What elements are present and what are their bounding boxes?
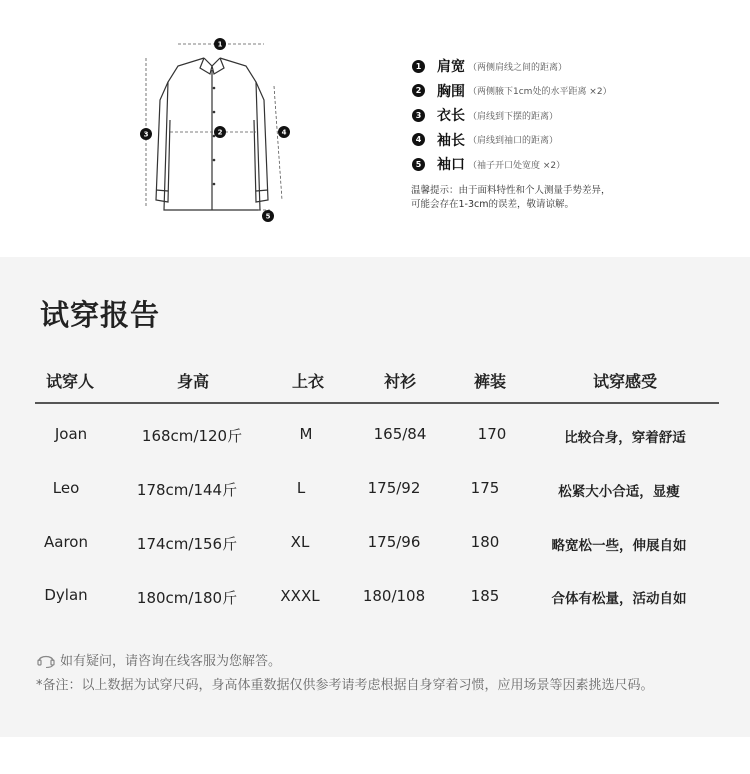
legend-item [412, 54, 612, 79]
size-legend [412, 54, 612, 177]
header-tester: 试穿人 [45, 372, 94, 391]
cell-shirt: 175/96 [367, 533, 421, 551]
cell-feeling: 合体有松量，活动自如 [551, 591, 687, 607]
cell-pants: 185 [470, 587, 500, 605]
legend-item [412, 79, 612, 104]
number-badge-icon: 4 [412, 133, 425, 146]
shirt-diagram [130, 30, 300, 230]
cell-pants: 175 [470, 479, 500, 497]
svg-text:5: 5 [265, 212, 271, 221]
size-guide-section [0, 0, 750, 257]
number-badge-icon: 5 [412, 158, 425, 171]
cell-top: XXXL [280, 587, 320, 605]
cell-top: M [299, 425, 313, 443]
cell-shirt: 175/92 [367, 479, 421, 497]
cell-tester: Leo [52, 479, 80, 497]
customer-service-notice [36, 650, 281, 669]
faq-text: 如有疑问，请咨询在线客服为您解答。 [60, 654, 282, 669]
header-divider [35, 402, 719, 404]
measurement-tip [411, 184, 611, 212]
cell-top: XL [290, 533, 310, 551]
legend-desc: （肩线到下摆的距离） [468, 111, 559, 122]
cell-height: 174cm/156斤 [136, 535, 238, 553]
legend-desc: （肩线到袖口的距离） [468, 136, 559, 147]
cell-feeling: 比较合身，穿着舒适 [564, 430, 686, 446]
svg-text:2: 2 [217, 128, 223, 137]
cell-top: L [296, 479, 306, 497]
legend-item [412, 128, 612, 153]
header-top: 上衣 [291, 372, 324, 391]
cell-tester: Aaron [44, 533, 88, 551]
cell-height: 168cm/120斤 [141, 427, 243, 445]
headset-icon [36, 651, 56, 669]
legend-item [412, 103, 612, 128]
cell-pants: 180 [470, 533, 500, 551]
number-badge-icon: 2 [412, 84, 425, 97]
legend-name: 袖长 [437, 132, 465, 149]
legend-desc: （两侧肩线之间的距离） [468, 62, 568, 73]
tip-line-2: 可能会存在1-3cm的误差，敬请谅解。 [411, 199, 574, 210]
header-pants: 裤装 [473, 372, 506, 391]
number-badge-icon: 3 [412, 109, 425, 122]
svg-text:3: 3 [143, 130, 149, 139]
cell-tester: Joan [54, 425, 88, 443]
cell-height: 180cm/180斤 [136, 589, 238, 607]
cell-shirt: 180/108 [362, 587, 426, 605]
shirt-buttons [213, 87, 216, 186]
header-feeling: 试穿感受 [592, 372, 657, 391]
legend-desc: （两侧腋下1cm处的水平距离 ×2） [468, 87, 612, 98]
cell-feeling: 松紧大小合适，显瘦 [558, 484, 680, 500]
cell-feeling: 略宽松一些，伸展自如 [551, 538, 687, 554]
header-height: 身高 [176, 372, 209, 391]
cell-pants: 170 [477, 425, 507, 443]
cell-height: 178cm/144斤 [136, 481, 238, 499]
legend-desc: （袖子开口处宽度 ×2） [468, 160, 566, 171]
legend-name: 肩宽 [437, 59, 465, 76]
tip-line-1: 温馨提示：由于面料特性和个人测量手势差异， [411, 185, 611, 196]
legend-item [412, 152, 612, 177]
footnote: *备注：以上数据为试穿尺码，身高体重数据仅供参考请考虑根据自身穿着习惯，应用场景等因素挑选尺码。 [36, 678, 654, 693]
legend-name: 胸围 [437, 83, 465, 100]
number-badge-icon: 1 [412, 60, 425, 73]
cell-shirt: 165/84 [373, 425, 427, 443]
legend-name: 衣长 [437, 108, 465, 125]
header-shirt: 衬衫 [383, 372, 416, 391]
svg-text:4: 4 [281, 128, 287, 137]
legend-name: 袖口 [437, 157, 465, 174]
cell-tester: Dylan [44, 586, 88, 604]
shirt-outline [156, 58, 268, 210]
report-title: 试穿报告 [40, 298, 161, 332]
svg-text:1: 1 [217, 40, 223, 49]
